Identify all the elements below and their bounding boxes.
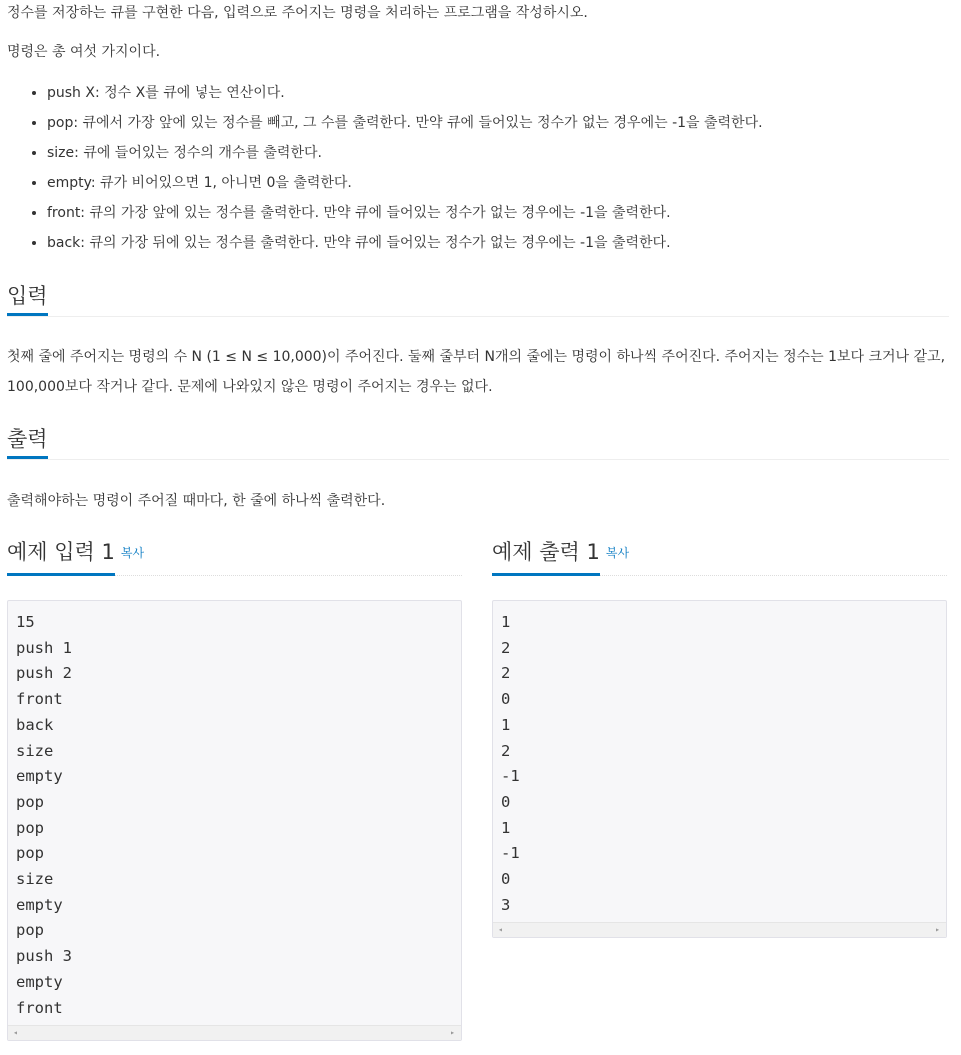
output-description: 출력해야하는 명령이 주어질 때마다, 한 줄에 하나씩 출력한다. — [7, 493, 386, 509]
output-section-title: 출력 — [7, 424, 48, 459]
list-item: • push X: 정수 X를 큐에 넣는 연산이다. — [47, 78, 763, 108]
code-line: 15 — [16, 613, 35, 631]
copy-sample-input-button[interactable]: 복사 — [120, 546, 145, 560]
code-line: 0 — [501, 870, 511, 889]
code-line: 1 — [501, 715, 511, 734]
code-line: empty — [16, 767, 63, 786]
code-line: 1 — [501, 818, 511, 837]
code-line: 1 — [501, 613, 511, 631]
scroll-right-arrow-icon[interactable]: ▸ — [450, 1028, 455, 1038]
command-count-note: 명령은 총 여섯 가지이다. — [7, 44, 161, 60]
code-line: pop — [16, 792, 44, 811]
sample-input-panel — [7, 533, 462, 1041]
copy-sample-output-button[interactable]: 복사 — [605, 546, 630, 560]
code-line: back — [16, 715, 54, 734]
sample-input-code[interactable] — [7, 600, 462, 1041]
input-section-title: 입력 — [7, 281, 48, 316]
code-line: -1 — [501, 844, 520, 863]
code-line: front — [16, 998, 63, 1017]
code-line: pop — [16, 844, 44, 863]
code-line: pop — [16, 818, 44, 837]
list-item: • size: 큐에 들어있는 정수의 개수를 출력한다. — [47, 138, 763, 168]
code-line: 0 — [501, 792, 511, 811]
list-item: • back: 큐의 가장 뒤에 있는 정수를 출력한다. 만약 큐에 들어있는 정수가 없는 경우에는 -1을 출력한다. — [47, 228, 763, 258]
problem-description: 정수를 저장하는 큐를 구현한 다음, 입력으로 주어지는 명령을 처리하는 프로그램을 작성하시오. — [7, 5, 588, 21]
code-line: size — [16, 741, 54, 760]
sample-output-panel — [492, 533, 947, 938]
code-line: 2 — [501, 664, 511, 683]
scroll-left-arrow-icon[interactable]: ◂ — [498, 925, 503, 935]
list-item: • pop: 큐에서 가장 앞에 있는 정수를 빼고, 그 수를 출력한다. 만약 큐에 들어있는 정수가 없는 경우에는 -1을 출력한다. — [47, 108, 763, 138]
code-line: push 1 — [16, 638, 72, 657]
code-line: empty — [16, 895, 63, 914]
command-list — [7, 78, 763, 258]
code-line: 2 — [501, 638, 511, 657]
sample-input-title: 예제 입력 1 — [7, 533, 115, 576]
sample-output-title: 예제 출력 1 — [492, 533, 600, 576]
input-description: 첫째 줄에 주어지는 명령의 수 N (1 ≤ N ≤ 10,000)이 주어진다. 둘째 줄부터 N개의 줄에는 명령이 하나씩 주어진다. 주어지는 정수는 1보다 크거나 같고, 100,000보다 작거나 같다. 문제에 나와있지 않은 명령이 주어지는 경우는 없다. — [7, 349, 946, 395]
output-section-header — [7, 423, 949, 460]
code-line: empty — [16, 972, 63, 991]
scroll-right-arrow-icon[interactable]: ▸ — [935, 925, 940, 935]
sample-output-code[interactable] — [492, 600, 947, 938]
list-item: • front: 큐의 가장 앞에 있는 정수를 출력한다. 만약 큐에 들어있는 정수가 없는 경우에는 -1을 출력한다. — [47, 198, 763, 228]
code-line: -1 — [501, 767, 520, 786]
scroll-left-arrow-icon[interactable]: ◂ — [13, 1028, 18, 1038]
code-line: 0 — [501, 690, 511, 709]
horizontal-scrollbar[interactable] — [493, 922, 946, 937]
input-section-header — [7, 280, 949, 317]
code-line: 2 — [501, 741, 511, 760]
code-line: size — [16, 870, 54, 889]
code-line: 3 — [501, 895, 511, 914]
code-line: front — [16, 690, 63, 709]
list-item: • empty: 큐가 비어있으면 1, 아니면 0을 출력한다. — [47, 168, 763, 198]
code-line: pop — [16, 921, 44, 940]
code-line: push 2 — [16, 664, 72, 683]
code-line: push 3 — [16, 947, 72, 966]
horizontal-scrollbar[interactable] — [8, 1025, 461, 1040]
sample-output-header — [492, 533, 947, 576]
sample-input-header — [7, 533, 462, 576]
